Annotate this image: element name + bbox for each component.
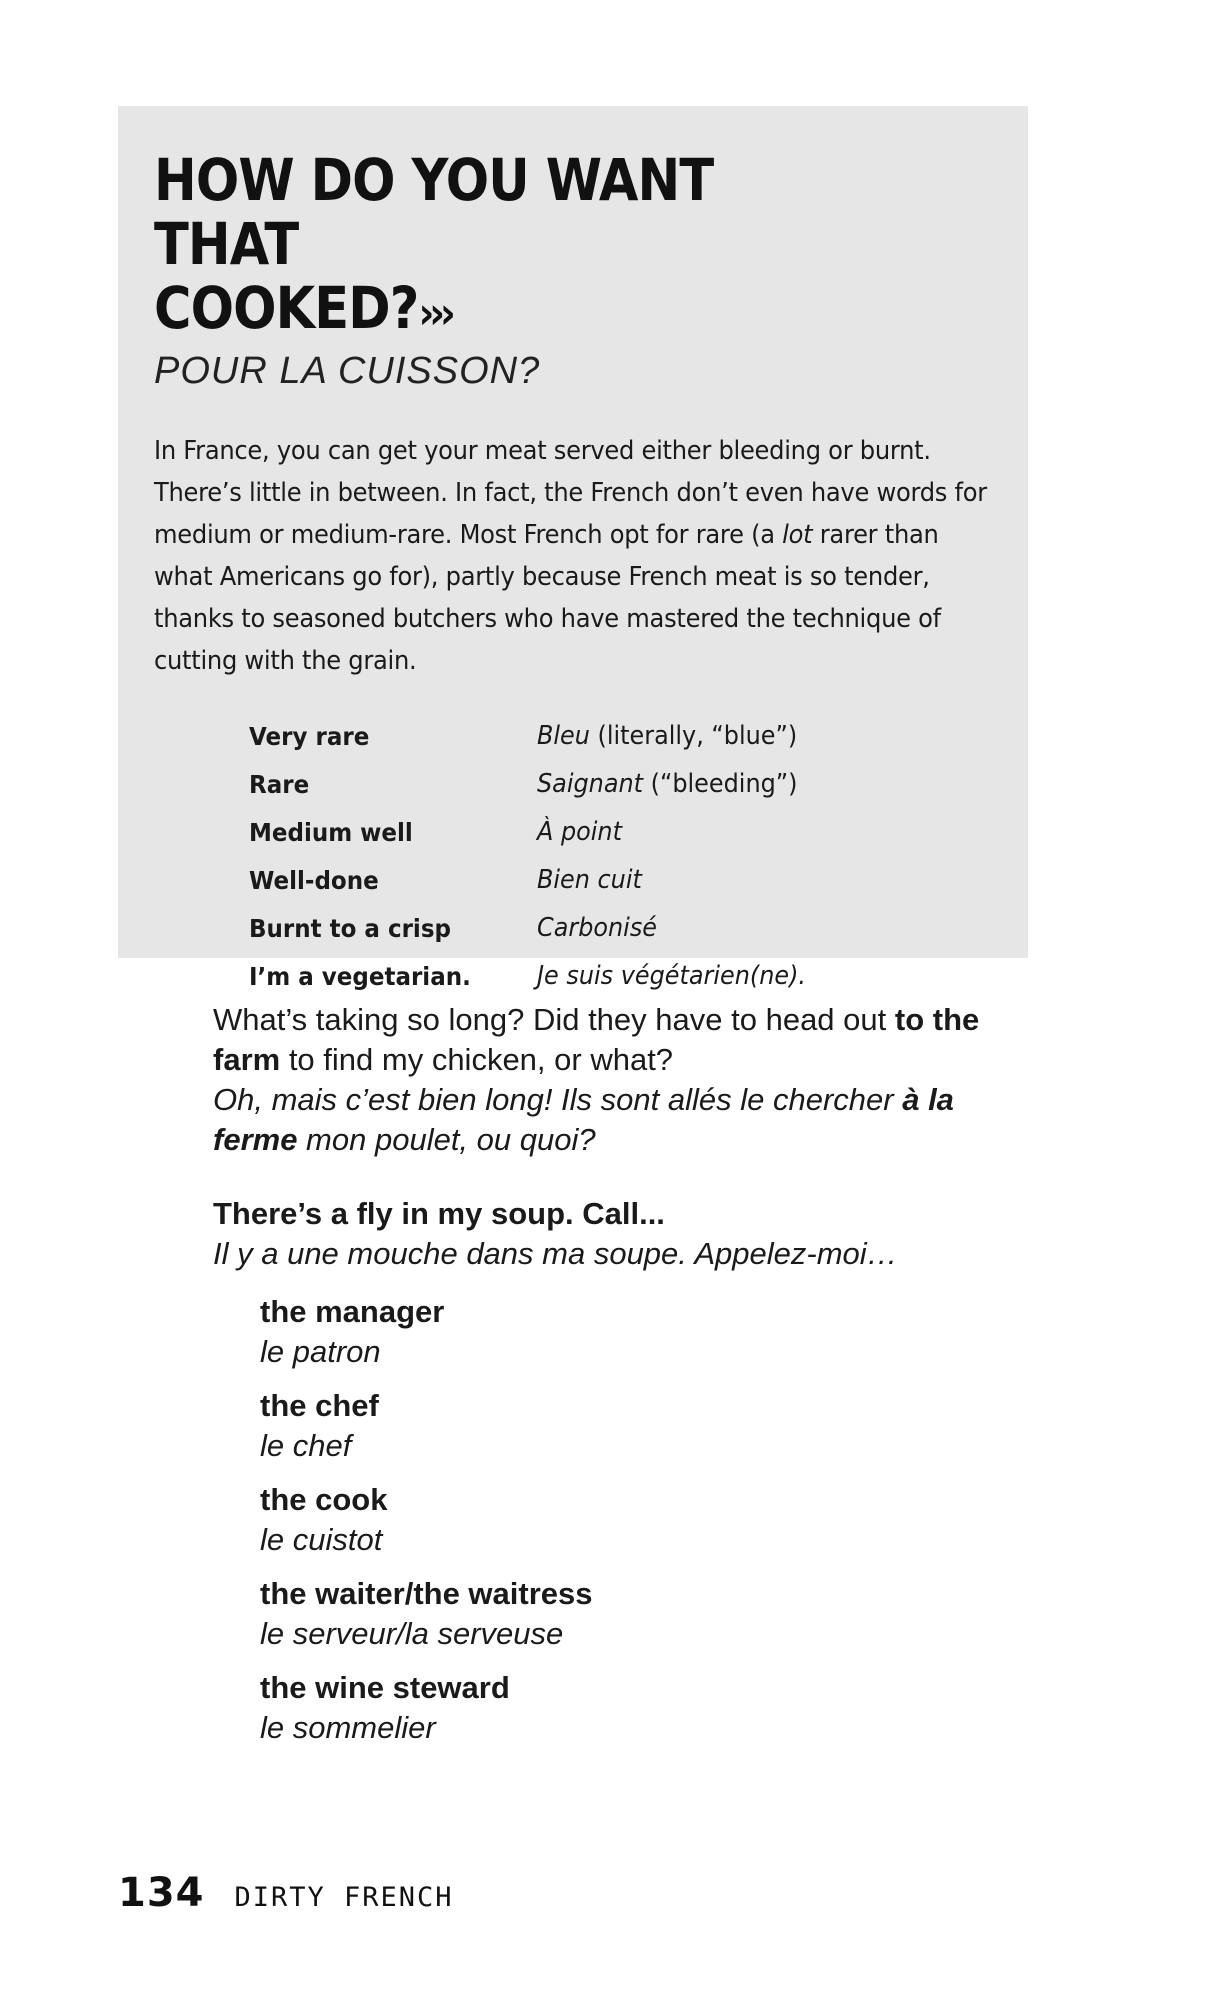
table-row (249, 856, 992, 904)
phrase-fr-bold: à la ferme (213, 1082, 954, 1157)
term-french-word: Je suis végétarien(ne). (537, 961, 807, 991)
term-french-word: Saignant (537, 769, 644, 799)
option-english: the waiter/the waitress (260, 1576, 593, 1611)
option-french: le sommelier (260, 1710, 436, 1745)
sidebar-body-part1: In France, you can get your meat served either bleeding or burnt. There’s little in between. In fact, the French don’t even have words for medium or medium-rare. Most French opt for rare (a (154, 436, 987, 550)
term-french (537, 865, 642, 895)
sidebar-body-part2: rarer than what Americans go for), partly because French meat is so tender, thanks to seasoned butchers who have mastered the technique of cutting with the grain. (154, 520, 941, 676)
option-french: le patron (260, 1334, 381, 1369)
term-english: I’m a vegetarian. (249, 961, 471, 991)
phrase-en-bold: to the farm (213, 1002, 980, 1077)
option-french: le chef (260, 1428, 352, 1463)
staff-options-list (260, 1292, 1013, 1748)
sidebar-title-line1: HOW DO YOU WANT THAT (154, 146, 714, 278)
phrase-french (213, 1080, 1013, 1160)
list-item (260, 1292, 1013, 1372)
term-french (537, 913, 657, 943)
phrase-block (213, 1194, 1013, 1274)
option-english: the wine steward (260, 1670, 510, 1705)
sidebar-body-italic: lot (782, 520, 813, 550)
term-french-word: Carbonisé (537, 913, 658, 943)
main-phrases (213, 1000, 1013, 1762)
option-english: the manager (260, 1294, 445, 1329)
cooking-terms-table (249, 712, 992, 1000)
term-french-word: Bleu (537, 721, 590, 751)
term-note: (“bleeding”) (643, 769, 798, 799)
term-french (537, 769, 798, 799)
sidebar-title-line2: COOKED? (154, 274, 419, 342)
list-item (260, 1574, 1013, 1654)
term-english: Well-done (249, 865, 379, 895)
list-item (260, 1668, 1013, 1748)
term-english: Medium well (249, 817, 413, 847)
term-french (537, 721, 797, 751)
list-item (260, 1480, 1013, 1560)
list-item (260, 1386, 1013, 1466)
option-french: le cuistot (260, 1522, 383, 1557)
table-row (249, 808, 992, 856)
phrase-english: There’s a fly in my soup. Call... (213, 1196, 665, 1231)
sidebar-body (154, 430, 996, 682)
sidebar-box (118, 106, 1028, 991)
running-title: DIRTY FRENCH (234, 1882, 454, 1913)
phrase-en-part: to find my chicken, or what? (280, 1042, 674, 1077)
table-row (249, 904, 992, 952)
page-number: 134 (118, 1870, 205, 1916)
phrase-fr-part: Oh, mais c’est bien long! Ils sont allés le chercher (213, 1082, 903, 1117)
phrase-block (213, 1000, 1013, 1160)
table-row (249, 712, 992, 760)
table-row (249, 952, 992, 1000)
term-english: Rare (249, 769, 310, 799)
phrase-english (213, 1000, 1013, 1080)
term-french-word: Bien cuit (537, 865, 642, 895)
phrase-french: Il y a une mouche dans ma soupe. Appelez-moi… (213, 1236, 898, 1271)
term-english: Very rare (249, 721, 370, 751)
table-row (249, 760, 992, 808)
sidebar-subtitle: POUR LA CUISSON? (154, 350, 541, 392)
option-english: the cook (260, 1482, 388, 1517)
term-french (537, 817, 622, 847)
page-footer (118, 1870, 454, 1916)
phrase-en-part: What’s taking so long? Did they have to head out (213, 1002, 895, 1037)
term-note: (literally, “blue”) (589, 721, 798, 751)
term-english: Burnt to a crisp (249, 913, 451, 943)
term-french (537, 961, 806, 991)
option-french: le serveur/la serveuse (260, 1616, 564, 1651)
title-arrows: ››› (418, 288, 451, 339)
phrase-fr-part: mon poulet, ou quoi? (297, 1122, 596, 1157)
sidebar-title (154, 148, 717, 346)
term-french-word: À point (537, 817, 622, 847)
option-english: the chef (260, 1388, 379, 1423)
